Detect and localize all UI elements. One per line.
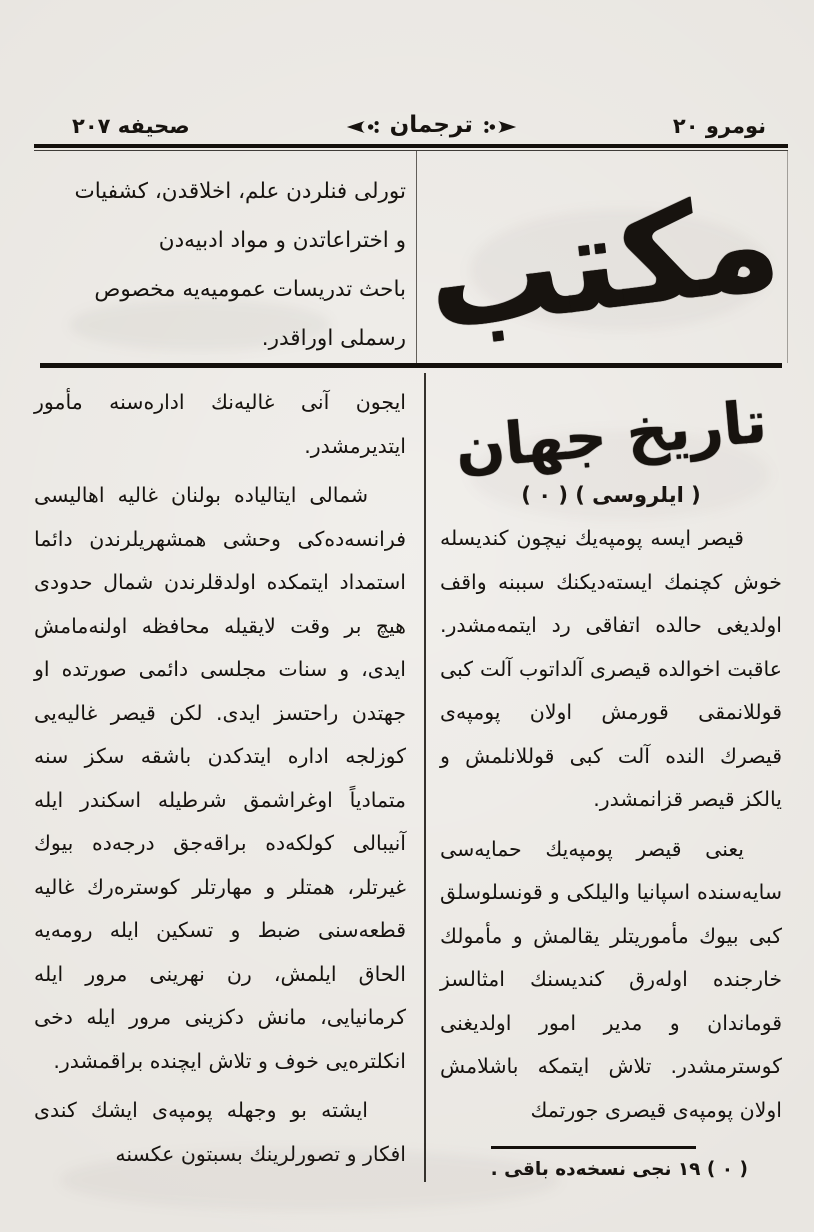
article-paragraph: ايشته بو وجهله پومپه‌ى ايشك كندى افكار و تصورلرينك بسبتون عكسنه (34, 1098, 406, 1166)
article-paragraph: يعنى قيصر پومپه‌يك حمايه‌سى سايه‌سنده اسپانيا واليلكى و قونسلوسلق كبى بيوك مأموريتلر يقالمش و مأمولك خارجنده اوله‌رق كنديسنك امثالسز قوماندان و مدير امور اولديغنى كوسترمشدر. تلاش ايتمكه باشلامش اولان پومپه‌ى قيصرى جورتمك (440, 836, 782, 1122)
masthead-band (34, 151, 788, 363)
article-subtitle: ( ايلروسى ) ( ٠ ) (521, 483, 701, 507)
masthead-description-line: باحث تدريسات عموميه‌يه مخصوص (94, 277, 406, 302)
header-divider-rule (34, 144, 788, 151)
article-title: تاريخ جهان (452, 387, 770, 483)
fleuron-ornament-icon (483, 116, 517, 134)
footnote-text: ( ٠ ) ١٩ نجى نسخه‌ده باقى . (490, 1158, 748, 1180)
page-header (26, 112, 796, 144)
masthead-description (34, 151, 416, 363)
article-column-right (426, 373, 788, 1182)
masthead-title: مكتب (418, 165, 787, 361)
newspaper-title-group (346, 112, 517, 138)
masthead-description-line: و اختراعاتدن و مواد ادبيه‌دن (158, 228, 406, 253)
article-paragraph: ايجون آنى غاليه‌نك اداره‌سنه مأمور ايتديرمشدر. (34, 390, 406, 458)
page-number-label: صحيفه ٢٠٧ (72, 114, 190, 138)
fleuron-ornament-icon (346, 116, 380, 134)
article-paragraph: شمالى ايتالياده بولنان غاليه اهاليسى فرانسه‌ده‌كى وحشى همشهريلرندن دائما استمداد ايتمكده اولدقلرندن شمال حدودى هيچ بر وقت لايقيله محافظه اولنه‌مامش ايدى، و سنات مجلسى دائمى صورتده او جهتدن راحتسز ايدى. لكن قيصر غاليه‌يى كوزلجه اداره ايتدكدن باشقه سكز سنه متمادياً اوغراشمق شرطيله اسكندر ايله آنيبالى كولكه‌ده براقه‌جق درجه‌ده بيوك غيرتلر، همتلر و مهارتلر كوستره‌رك غاليه قطعه‌سنى ضبط و تسكين ايله رومه‌يه الحاق ايلمش، رن نهرينى مرور ايله كرمانيايى، مانش دكزينى مرور ايله دخى انكلتره‌يى خوف و تلاش ايچنده براقمشدر. (34, 483, 406, 1073)
masthead-bottom-rule (40, 363, 782, 369)
article-body (32, 373, 788, 1182)
newspaper-title: ترجمان (389, 112, 473, 138)
masthead-description-line: رسملى اوراقدر. (261, 326, 406, 351)
column-divider-rule (424, 373, 426, 1182)
footnote-rule (491, 1146, 696, 1149)
masthead-description-line: تورلى فنلردن علم، اخلاقدن، كشفيات (74, 179, 406, 204)
article-paragraph: قيصر ايسه پومپه‌يك نيچون كنديسله خوش كچنمك ايسته‌ديكنك سببنه واقف اولديغى حالده اتفاقى رد ايتمه‌مشدر. عاقبت اخوالده قيصرى آلداتوب آلت كبى قوللانمقى قورمش اولان پومپه‌ى قيصرك النده آلت كبى قوللانلمش و يالكز قيصر قزانمشدر. (440, 526, 782, 811)
issue-number-label: نومرو ٢٠ (672, 114, 766, 138)
article-column-left (32, 373, 414, 1182)
masthead-box (416, 151, 788, 363)
